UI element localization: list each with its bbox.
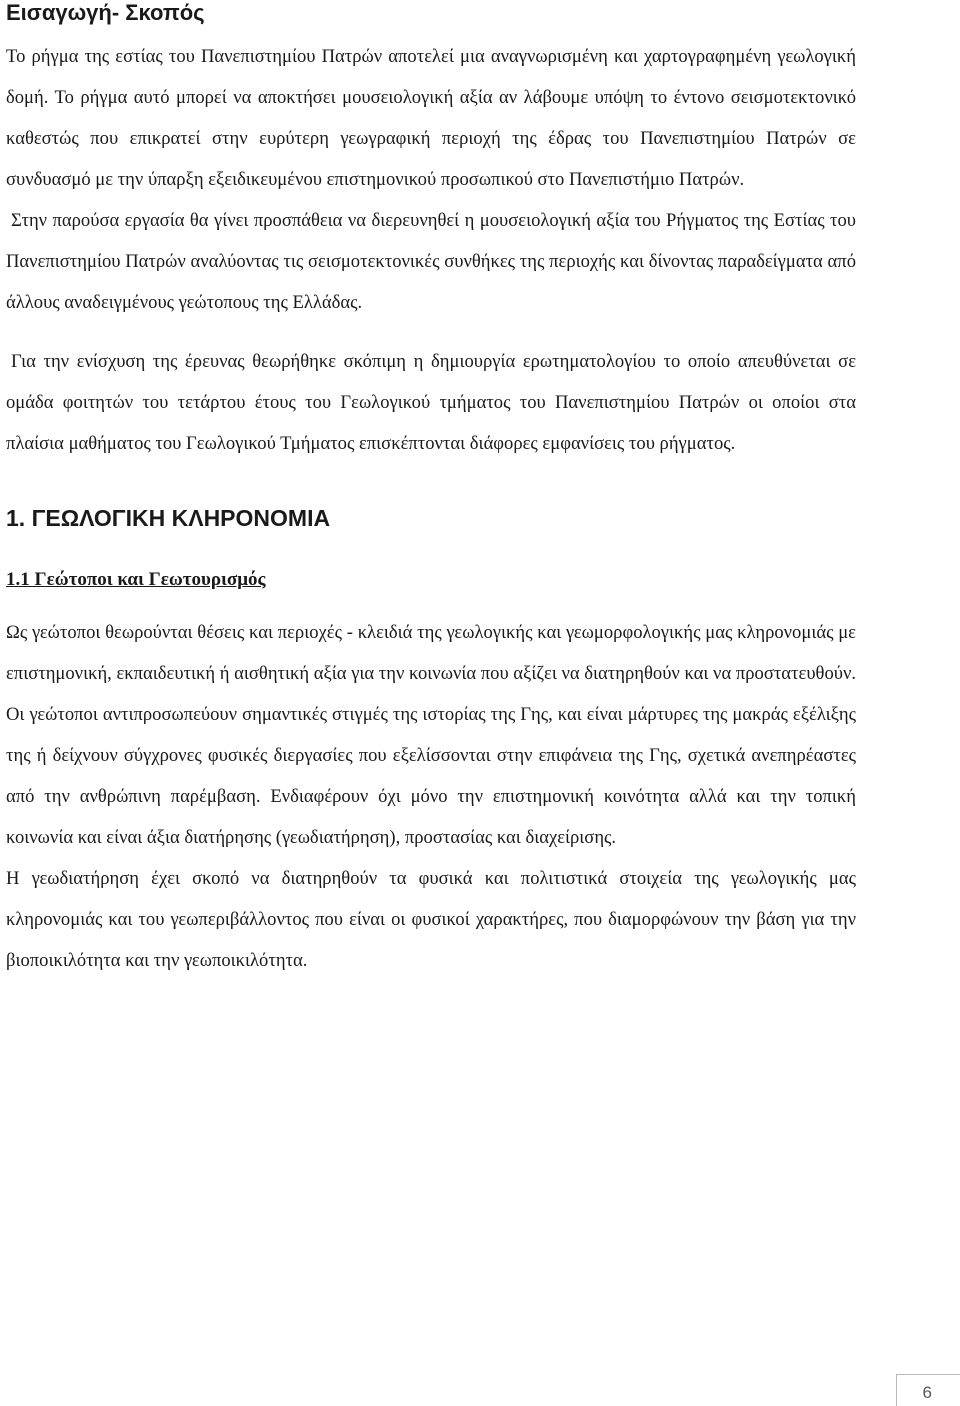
intro-paragraph-3: Για την ενίσχυση της έρευνας θεωρήθηκε σκόπιμη η δημιουργία ερωτηματολογίου το οποίο απευθύνεται σε ομάδα φοιτητών του τετάρτου έτους του Γεωλογικού τμήματος του Πανεπιστημίου Πατρών οι οποίοι στα πλαίσια μαθήματος του Γεωλογικού Τμήματος επισκέπτονται διάφορες εμφανίσεις του ρήγματος.	[6, 351, 856, 454]
intro-paragraph-2: Στην παρούσα εργασία θα γίνει προσπάθεια να διερευνηθεί η μουσειολογική αξία του Ρήγματος της Εστίας του Πανεπιστημίου Πατρών αναλύοντας τις σεισμοτεκτονικές συνθήκες της περιοχής και δίνοντας παραδείγματα από άλλους αναδειγμένους γεώτοπους της Ελλάδας.	[6, 210, 856, 313]
intro-paragraph-1: Το ρήγμα της εστίας του Πανεπιστημίου Πατρών αποτελεί μια αναγνωρισμένη και χαρτογραφημένη γεωλογική δομή. Το ρήγμα αυτό μπορεί να αποκτήσει μουσειολογική αξία αν λάβουμε υπόψη το έντονο σεισμοτεκτονικό καθεστώς που επικρατεί στην ευρύτερη γεωγραφική περιοχή της έδρας του Πανεπιστημίου Πατρών σε συνδυασμό με την ύπαρξη εξειδικευμένου επιστημονικού προσωπικού στο Πανεπιστήμιο Πατρών.	[6, 46, 856, 190]
section-paragraph-2: Οι γεώτοποι αντιπροσωπεύουν σημαντικές στιγμές της ιστορίας της Γης, και είναι μάρτυρες της μακράς εξέλιξης της ή δείχνουν σύγχρονες φυσικές διεργασίες που εξελίσσονται στην επιφάνεια της Γης, σχετικά ανεπηρέαστες από την ανθρώπινη παρέμβαση. Ενδιαφέρουν όχι μόνο την επιστημονική κοινότητα αλλά και την τοπική κοινωνία και είναι άξια διατήρησης (γεωδιατήρηση), προστασίας και διαχείρισης.	[6, 704, 856, 848]
intro-heading: Εισαγωγή- Σκοπός	[6, 0, 205, 25]
document-page	[6, 0, 856, 981]
section-paragraph-1: Ως γεώτοποι θεωρούνται θέσεις και περιοχές - κλειδιά της γεωλογικής και γεωμορφολογικής μας κληρονομιάς με επιστημονική, εκπαιδευτική ή αισθητική αξία για την κοινωνία που αξίζει να διατηρηθούν και να προστατευθούν.	[6, 622, 857, 684]
subsection-heading-geosites: 1.1 Γεώτοποι και Γεωτουρισμός	[6, 569, 266, 590]
section-heading-geological-heritage: 1. ΓΕΩΛΟΓΙΚΗ ΚΛΗΡΟΝΟΜΙΑ	[6, 505, 331, 531]
section-paragraph-3: Η γεωδιατήρηση έχει σκοπό να διατηρηθούν τα φυσικά και πολιτιστικά στοιχεία της γεωλογικής μας κληρονομιάς και του γεωπεριβάλλοντος που είναι οι φυσικοί χαρακτήρες, που διαμορφώνουν την βάση για την βιοποικιλότητα και την γεωποικιλότητα.	[6, 868, 856, 971]
page-footer	[896, 1374, 960, 1406]
page-number: 6	[922, 1383, 932, 1402]
